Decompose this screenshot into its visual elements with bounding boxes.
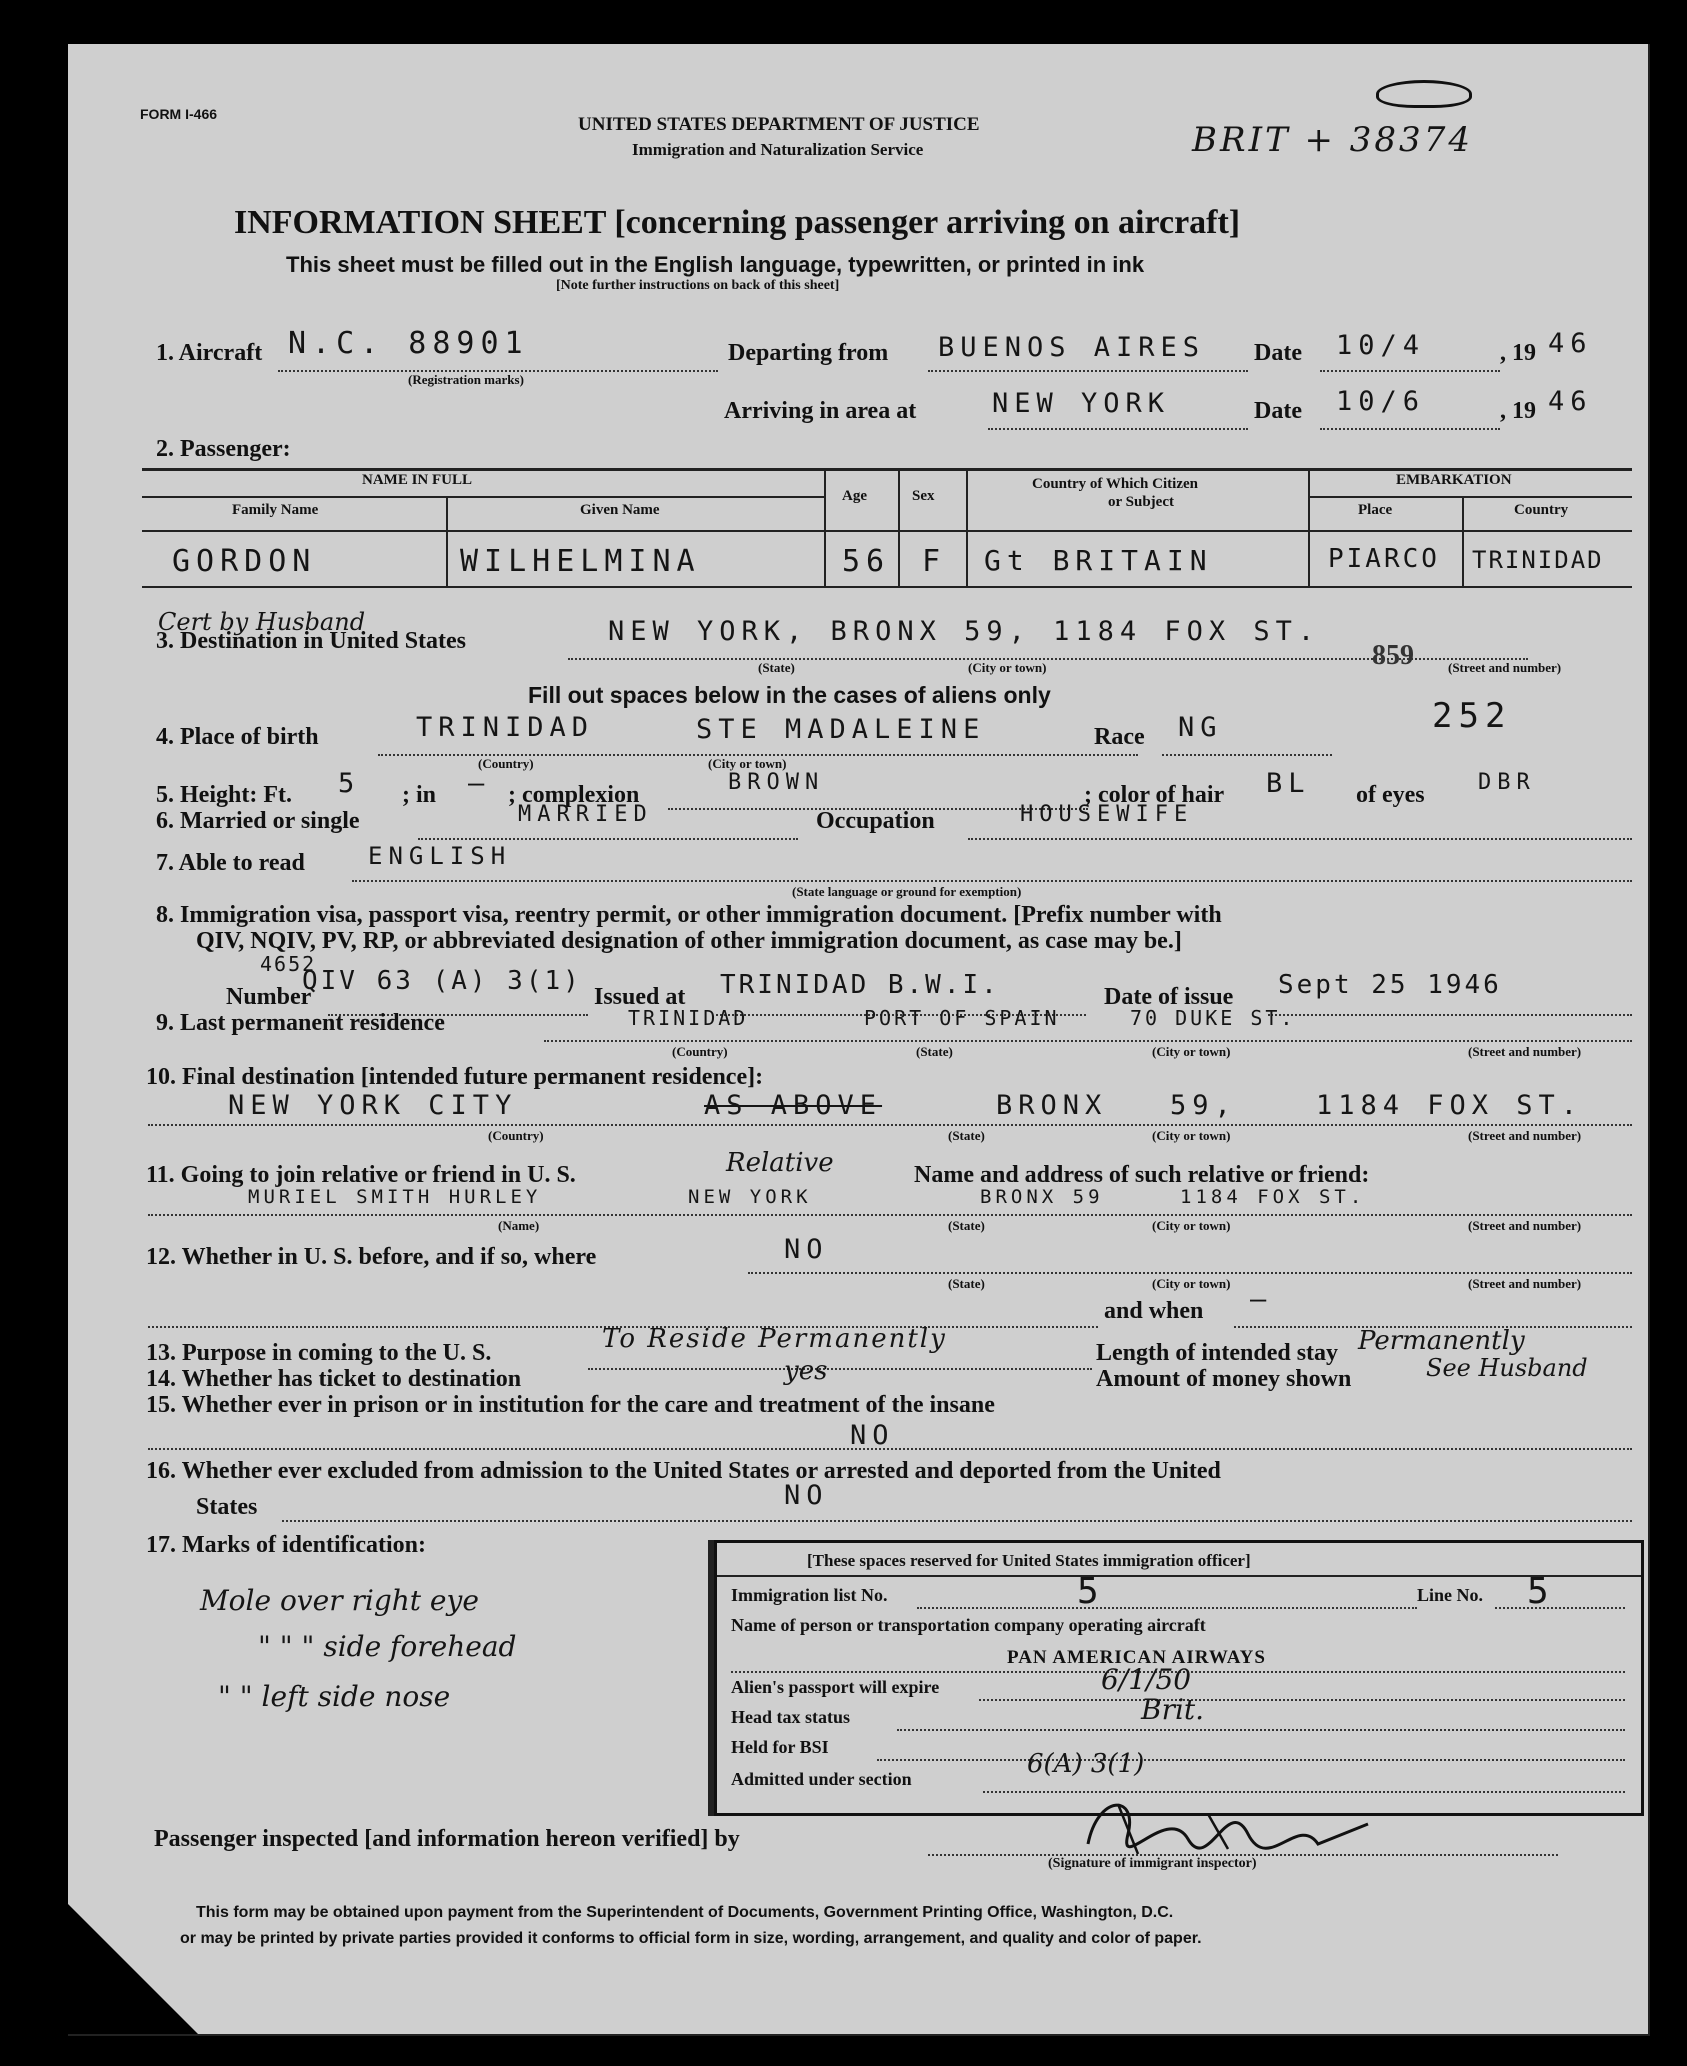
- destination-value: NEW YORK, BRONX 59, 1184 FOX ST.: [608, 616, 1321, 647]
- form-title: INFORMATION SHEET [concerning passenger arriving on aircraft]: [234, 204, 1241, 241]
- join-name-caption: (Name): [498, 1218, 540, 1233]
- issue-date-value: Sept 25 1946: [1278, 970, 1502, 1000]
- birth-label: 4. Place of birth: [156, 724, 319, 750]
- given-name-header: Given Name: [580, 502, 660, 518]
- passport-expiry-label: Alien's passport will expire: [731, 1677, 940, 1697]
- residence-street-caption: (Street and number): [1468, 1044, 1582, 1059]
- race-label: Race: [1094, 724, 1145, 750]
- birth-country-caption: (Country): [478, 756, 534, 771]
- list-no-value: 5: [1077, 1571, 1105, 1612]
- arriving-label: Arriving in area at: [724, 398, 917, 424]
- sex-value: F: [922, 544, 947, 579]
- complexion-label: ; complexion: [508, 782, 640, 808]
- birth-city-caption: (City or town): [708, 756, 787, 771]
- passenger-label: 2. Passenger:: [156, 436, 291, 462]
- form-note: [Note further instructions on back of this sheet]: [556, 278, 840, 293]
- issued-label: Issued at: [594, 984, 686, 1010]
- eyes-value: DBR: [1478, 770, 1536, 795]
- final-as-above: AS ABOVE: [704, 1090, 883, 1121]
- given-name-value: WILHELMINA: [460, 544, 701, 579]
- residence-state: PORT OF SPAIN: [864, 1006, 1060, 1030]
- excluded-line-2: States: [196, 1494, 258, 1520]
- family-name-header: Family Name: [232, 502, 319, 518]
- stay-value: Permanently: [1358, 1326, 1525, 1356]
- join-city-caption: (City or town): [1152, 1218, 1231, 1233]
- before-street-caption: (Street and number): [1468, 1276, 1582, 1291]
- embark-country-value: TRINIDAD: [1472, 546, 1604, 574]
- arrive-year-prefix: , 19: [1500, 398, 1536, 424]
- height-in-label: ; in: [402, 782, 437, 808]
- stay-label: Length of intended stay: [1096, 1340, 1339, 1366]
- admitted-value: 6(A) 3(1): [1027, 1749, 1145, 1779]
- signature-caption: (Signature of immigrant inspector): [1048, 1856, 1257, 1871]
- prison-value: NO: [850, 1420, 895, 1451]
- embarkation-header: EMBARKATION: [1396, 472, 1512, 488]
- birth-city: STE MADALEINE: [696, 714, 986, 745]
- destination-overwritten: 859: [1372, 640, 1414, 671]
- height-feet: 5: [338, 768, 361, 799]
- ticket-label: 14. Whether has ticket to destination: [146, 1366, 522, 1392]
- depart-year: 46: [1548, 328, 1593, 359]
- visa-number-label: Number: [226, 984, 312, 1010]
- head-tax-label: Head tax status: [731, 1707, 851, 1727]
- occupation-label: Occupation: [816, 808, 935, 834]
- visa-number-top: 4652: [260, 952, 317, 976]
- list-no-label: Immigration list No.: [731, 1585, 888, 1605]
- join-city: BRONX 59: [980, 1186, 1104, 1208]
- visa-line-1: 8. Immigration visa, passport visa, reentry permit, or other immigration document. [Prefix number with: [156, 902, 1222, 928]
- birth-country: TRINIDAD: [416, 712, 595, 743]
- final-state-caption: (State): [948, 1128, 985, 1143]
- purpose-label: 13. Purpose in coming to the U. S.: [146, 1340, 492, 1366]
- line-no-label: Line No.: [1417, 1585, 1484, 1605]
- join-label: 11. Going to join relative or friend in U. S.: [146, 1162, 576, 1188]
- form-number: FORM I-466: [140, 106, 218, 122]
- prison-line: [148, 1448, 1632, 1450]
- departing-city: BUENOS AIRES: [938, 332, 1206, 363]
- depart-year-prefix: , 19: [1500, 340, 1536, 366]
- destination-street-caption: (Street and number): [1448, 660, 1562, 675]
- purpose-line: [588, 1368, 1092, 1370]
- marital-line: [418, 838, 798, 840]
- department-heading: UNITED STATES DEPARTMENT OF JUSTICE: [578, 114, 980, 135]
- torn-corner: [68, 1904, 198, 2034]
- marks-line-1: Mole over right eye: [200, 1584, 479, 1617]
- arriving-line: [988, 428, 1248, 430]
- when-value: —: [1250, 1284, 1273, 1315]
- departing-label: Departing from: [728, 340, 889, 366]
- age-header: Age: [842, 488, 867, 504]
- read-line: [352, 880, 1632, 882]
- residence-state-caption: (State): [916, 1044, 953, 1059]
- visa-line-2: QIV, NQIV, PV, RP, or abbreviated designation of other immigration document, as case may be.]: [196, 928, 1182, 954]
- join-street: 1184 FOX ST.: [1180, 1186, 1366, 1208]
- residence-label: 9. Last permanent residence: [156, 1010, 445, 1036]
- join-relation: Relative: [726, 1148, 834, 1178]
- final-country-caption: (Country): [488, 1128, 544, 1143]
- passport-expiry-value: 6/1/50: [1101, 1663, 1192, 1696]
- line-no-value: 5: [1527, 1571, 1555, 1612]
- destination-city-caption: (City or town): [968, 660, 1047, 675]
- destination-state-caption: (State): [758, 660, 795, 675]
- marks-line-2: " " " side forehead: [258, 1630, 517, 1663]
- aliens-heading: Fill out spaces below in the cases of aliens only: [528, 682, 1051, 708]
- bsi-label: Held for BSI: [731, 1737, 829, 1757]
- residence-city-caption: (City or town): [1152, 1044, 1231, 1059]
- occupation-line: [968, 838, 1632, 840]
- issue-date-label: Date of issue: [1104, 984, 1234, 1010]
- official-box-heading: [These spaces reserved for United States immigration officer]: [807, 1551, 1251, 1570]
- before-label: 12. Whether in U. S. before, and if so, where: [146, 1244, 597, 1270]
- form-sheet: [68, 44, 1650, 2036]
- aircraft-registration: N.C. 88901: [288, 326, 529, 361]
- admitted-label: Admitted under section: [731, 1769, 912, 1789]
- company-label: Name of person or transportation company operating aircraft: [731, 1615, 1206, 1635]
- issue-date-line: [1268, 1014, 1632, 1016]
- sex-header: Sex: [912, 488, 935, 504]
- residence-line: [544, 1040, 1632, 1042]
- excluded-value: NO: [784, 1480, 829, 1511]
- arriving-city: NEW YORK: [992, 388, 1171, 419]
- marks-line-3: " " left side nose: [218, 1680, 451, 1713]
- final-state: BRONX: [996, 1090, 1108, 1121]
- footer-line-1: This form may be obtained upon payment from the Superintendent of Documents, Government Printing Office, Washington, D.C.: [196, 1904, 1174, 1921]
- head-tax-value: Brit.: [1141, 1693, 1205, 1726]
- hair-value: BL: [1266, 768, 1311, 799]
- read-caption: (State language or ground for exemption): [792, 884, 1022, 899]
- before-state-caption: (State): [948, 1276, 985, 1291]
- inspected-label: Passenger inspected [and information hereon verified] by: [154, 1826, 740, 1852]
- money-label: Amount of money shown: [1096, 1366, 1352, 1392]
- citizen-header-2: or Subject: [1108, 494, 1174, 510]
- inspector-signature: [1078, 1784, 1378, 1864]
- residence-country-caption: (Country): [672, 1044, 728, 1059]
- join-street-caption: (Street and number): [1468, 1218, 1582, 1233]
- purpose-value: To Reside Permanently: [602, 1324, 947, 1354]
- race-value: NG: [1178, 712, 1223, 743]
- residence-city: 70 DUKE ST.: [1130, 1006, 1296, 1030]
- visa-number: QIV 63 (A) 3(1): [302, 966, 582, 996]
- excluded-line-1: 16. Whether ever excluded from admission to the United States or arrested and deported from the United: [146, 1458, 1221, 1484]
- margin-note: Cert by Husband: [158, 608, 366, 636]
- money-value: See Husband: [1426, 1354, 1588, 1382]
- occupation-value: HOUSEWIFE: [1020, 802, 1194, 827]
- footer-line-2: or may be printed by private parties provided it conforms to official form in size, wording, arrangement, and quality and color of paper.: [180, 1930, 1202, 1947]
- depart-date: 10/4: [1336, 330, 1426, 361]
- name-in-full-header: NAME IN FULL: [362, 472, 473, 488]
- read-value: ENGLISH: [368, 842, 512, 870]
- marital-value: MARRIED: [518, 802, 653, 827]
- embark-place-value: PIARCO: [1328, 544, 1440, 574]
- marital-label: 6. Married or single: [156, 808, 360, 834]
- join-name-label: Name and address of such relative or friend:: [914, 1162, 1370, 1188]
- company-value: PAN AMERICAN AIRWAYS: [1007, 1647, 1266, 1668]
- departing-line: [928, 370, 1248, 372]
- arrive-year: 46: [1548, 386, 1593, 417]
- age-value: 56: [842, 544, 891, 579]
- registration-caption: (Registration marks): [408, 372, 524, 387]
- race-line: [1162, 754, 1332, 756]
- before-value: NO: [784, 1234, 829, 1265]
- final-city-caption: (City or town): [1152, 1128, 1231, 1143]
- before-line: [748, 1272, 1632, 1274]
- eyes-label: of eyes: [1356, 782, 1425, 808]
- destination-label: 3. Destination in United States: [156, 628, 467, 654]
- final-zone: 59,: [1170, 1090, 1237, 1121]
- hair-label: ; color of hair: [1084, 782, 1225, 808]
- form-subtitle: This sheet must be filled out in the English language, typewritten, or printed in ink: [286, 252, 1145, 277]
- service-heading: Immigration and Naturalization Service: [632, 140, 924, 159]
- when-label: and when: [1104, 1298, 1204, 1324]
- final-street-caption: (Street and number): [1468, 1128, 1582, 1143]
- join-line: [148, 1214, 1632, 1216]
- embark-place-header: Place: [1358, 502, 1393, 518]
- arrive-date: 10/6: [1336, 386, 1426, 417]
- family-name-value: GORDON: [172, 544, 317, 579]
- excluded-line: [282, 1520, 1632, 1522]
- embark-country-header: Country: [1514, 502, 1569, 518]
- complexion-value: BROWN: [728, 770, 825, 795]
- marks-label: 17. Marks of identification:: [146, 1532, 426, 1558]
- official-use-box: [714, 1540, 1644, 1816]
- prison-label: 15. Whether ever in prison or in institution for the care and treatment of the insane: [146, 1392, 995, 1418]
- final-destination-line: [148, 1124, 1632, 1126]
- final-street: 1184 FOX ST.: [1316, 1090, 1584, 1121]
- issued-value: TRINIDAD B.W.I.: [720, 970, 1000, 1000]
- ink-mark: [1376, 80, 1472, 108]
- handwritten-reference: BRIT + 38374: [1192, 120, 1473, 160]
- read-label: 7. Able to read: [156, 850, 305, 876]
- race-code: 252: [1432, 696, 1512, 736]
- final-destination-label: 10. Final destination [intended future permanent residence]:: [146, 1064, 764, 1090]
- arrive-date-label: Date: [1254, 398, 1302, 424]
- final-city: NEW YORK CITY: [228, 1090, 518, 1121]
- citizen-value: Gt BRITAIN: [984, 544, 1213, 577]
- join-name: MURIEL SMITH HURLEY: [248, 1186, 542, 1208]
- height-inches: –: [468, 768, 491, 799]
- ticket-value: yes: [784, 1356, 828, 1386]
- depart-date-label: Date: [1254, 340, 1302, 366]
- citizen-header-1: Country of Which Citizen: [1032, 476, 1198, 492]
- height-label: 5. Height: Ft.: [156, 782, 292, 808]
- join-state: NEW YORK: [688, 1186, 812, 1208]
- before-city-caption: (City or town): [1152, 1276, 1231, 1291]
- depart-date-line: [1320, 370, 1500, 372]
- aircraft-label: 1. Aircraft: [156, 340, 263, 366]
- arrive-date-line: [1320, 428, 1500, 430]
- residence-country: TRINIDAD: [628, 1006, 749, 1030]
- join-state-caption: (State): [948, 1218, 985, 1233]
